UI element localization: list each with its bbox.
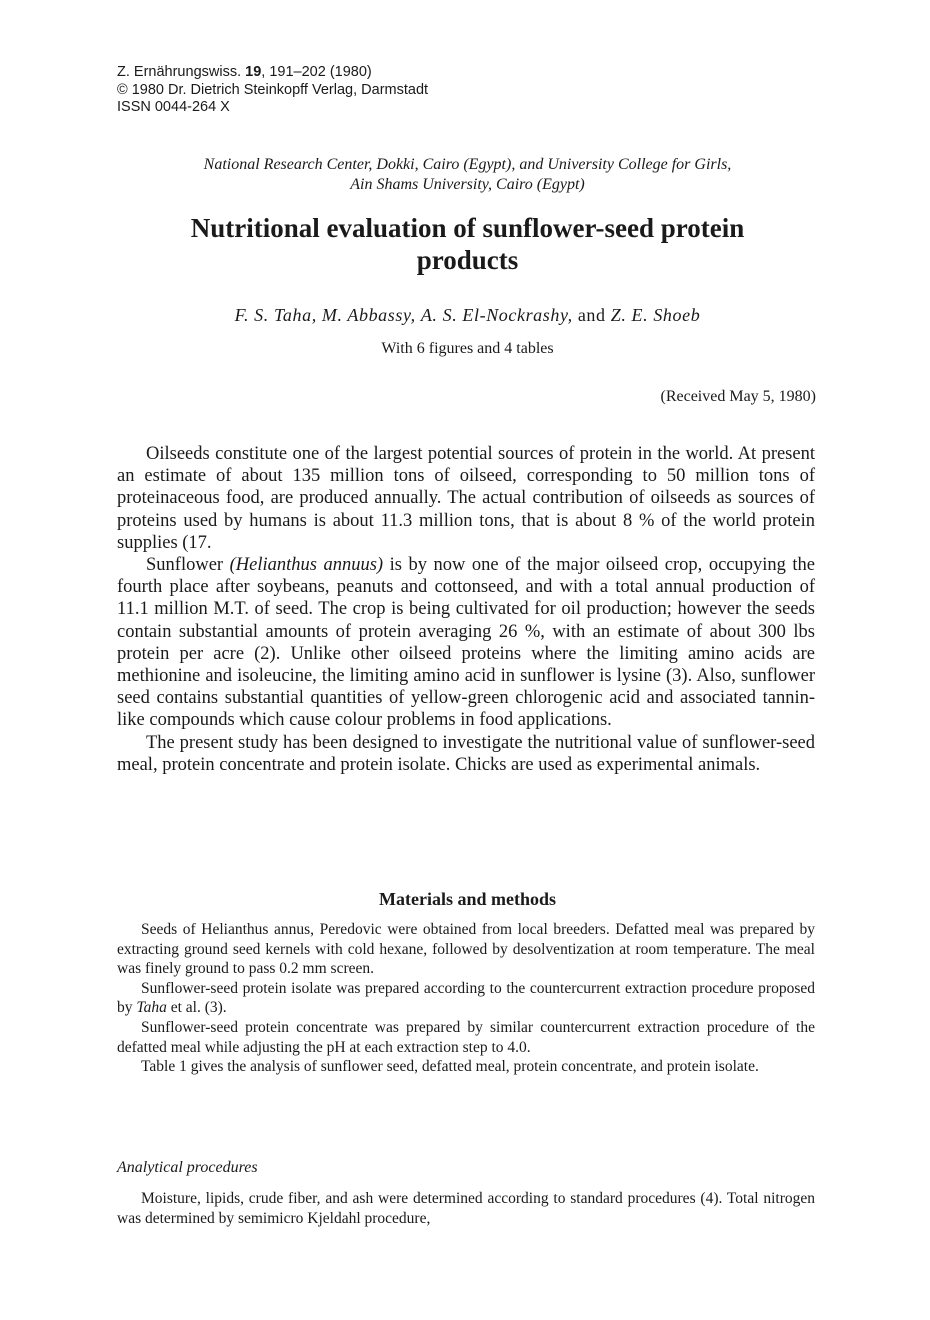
methods-paragraph-1: Seeds of Helianthus annus, Peredovic were obtained from local breeders. Defatted meal was prepared by extracting ground seed kernels with cold hexane, followed by desolventization at room temperature. The meal was finely ground to pass 0.2 mm screen.	[117, 921, 815, 978]
author-list	[100, 304, 835, 326]
citation-journal: Z. Ernährungswiss.	[117, 64, 242, 80]
citation-issn: ISSN 0044-264 X	[117, 99, 230, 115]
paper-title	[100, 212, 835, 276]
citation-journal-line	[117, 64, 617, 82]
intro-paragraph-3: The present study has been designed to investigate the nutritional value of sunflower-seed meal, protein concentrate and protein isolate. Chicks are used as experimental animals.	[117, 732, 815, 775]
species-name: (Helianthus annuus)	[229, 555, 384, 576]
citation-pages-year: , 191–202 (1980)	[261, 64, 372, 80]
figures-tables-note: With 6 figures and 4 tables	[381, 340, 554, 357]
section-heading-materials-methods: Materials and methods	[379, 889, 556, 909]
title-line-2: products	[416, 245, 519, 275]
citation-volume: 19	[245, 64, 262, 80]
materials-methods-body	[117, 920, 815, 1077]
author-4: Z. E. Shoeb	[610, 305, 701, 325]
affiliation-line-1: National Research Center, Dokki, Cairo (Egypt), and University College for Girls,	[203, 156, 732, 173]
received-date: (Received May 5, 1980)	[660, 388, 816, 405]
methods-paragraph-3: Sunflower-seed protein concentrate was prepared by similar countercurrent extraction procedure of the defatted meal while adjusting the pH at each extraction step to 4.0.	[117, 1018, 815, 1056]
introduction	[117, 443, 815, 776]
intro-paragraph-2	[117, 554, 815, 732]
cited-author: Taha	[136, 999, 167, 1017]
analytical-paragraph-1: Moisture, lipids, crude fiber, and ash were determined according to standard procedures (4). Total nitrogen was determined by semimicro Kjeldahl procedure,	[117, 1190, 815, 1227]
methods-paragraph-4: Table 1 gives the analysis of sunflower seed, defatted meal, protein concentrate, and protein isolate.	[141, 1058, 759, 1076]
title-line-1: Nutritional evaluation of sunflower-seed protein	[190, 213, 745, 243]
methods-paragraph-2	[117, 979, 815, 1018]
author-conjunction: and	[577, 305, 606, 325]
intro-p2-rest: is by now one of the major oilseed crop, occupying the fourth place after soybeans, peanuts and cottonseed, and with a total annual production of 11.1 million M.T. of seed. The crop is being cultivated for oil production; however the seeds contain substantial amounts of protein averaging 26 %, with an estimate of about 300 lbs protein per acre (2). Unlike other oilseed proteins where the limiting amino acids are methionine and isoleucine, the limiting amino acid in sunflower is lysine (3). Also, sunflower seed contains substantial quantities of yellow-green chlorogenic acid and associated tannin-like compounds which cause colour problems in food applications.	[117, 555, 816, 731]
intro-p2-start: Sunflower	[146, 555, 230, 576]
methods-p2-start: Sunflower-seed protein isolate was prepared according to the countercurrent extraction procedure proposed by	[117, 979, 815, 1017]
citation-copyright: © 1980 Dr. Dietrich Steinkopff Verlag, Darmstadt	[117, 81, 429, 98]
author-3: A. S. El-Nockrashy,	[420, 305, 573, 325]
intro-paragraph-1: Oilseeds constitute one of the largest potential sources of protein in the world. At present an estimate of about 135 million tons of oilseed, corresponding to 50 million tons of proteinaceous food, are produced annually. The actual contribution of oilseeds as sources of proteins used by humans is about 11.3 million tons, that is about 8 % of the world protein supplies (17.	[117, 444, 815, 553]
affiliation-line-2: Ain Shams University, Cairo (Egypt)	[350, 176, 585, 193]
analytical-procedures-body	[117, 1189, 815, 1228]
affiliation	[100, 155, 835, 195]
methods-p2-rest: et al. (3).	[166, 999, 227, 1017]
journal-citation	[117, 64, 617, 117]
author-2: M. Abbassy,	[321, 305, 416, 325]
subheading-analytical-procedures: Analytical procedures	[117, 1159, 258, 1176]
author-1: F. S. Taha,	[234, 305, 317, 325]
